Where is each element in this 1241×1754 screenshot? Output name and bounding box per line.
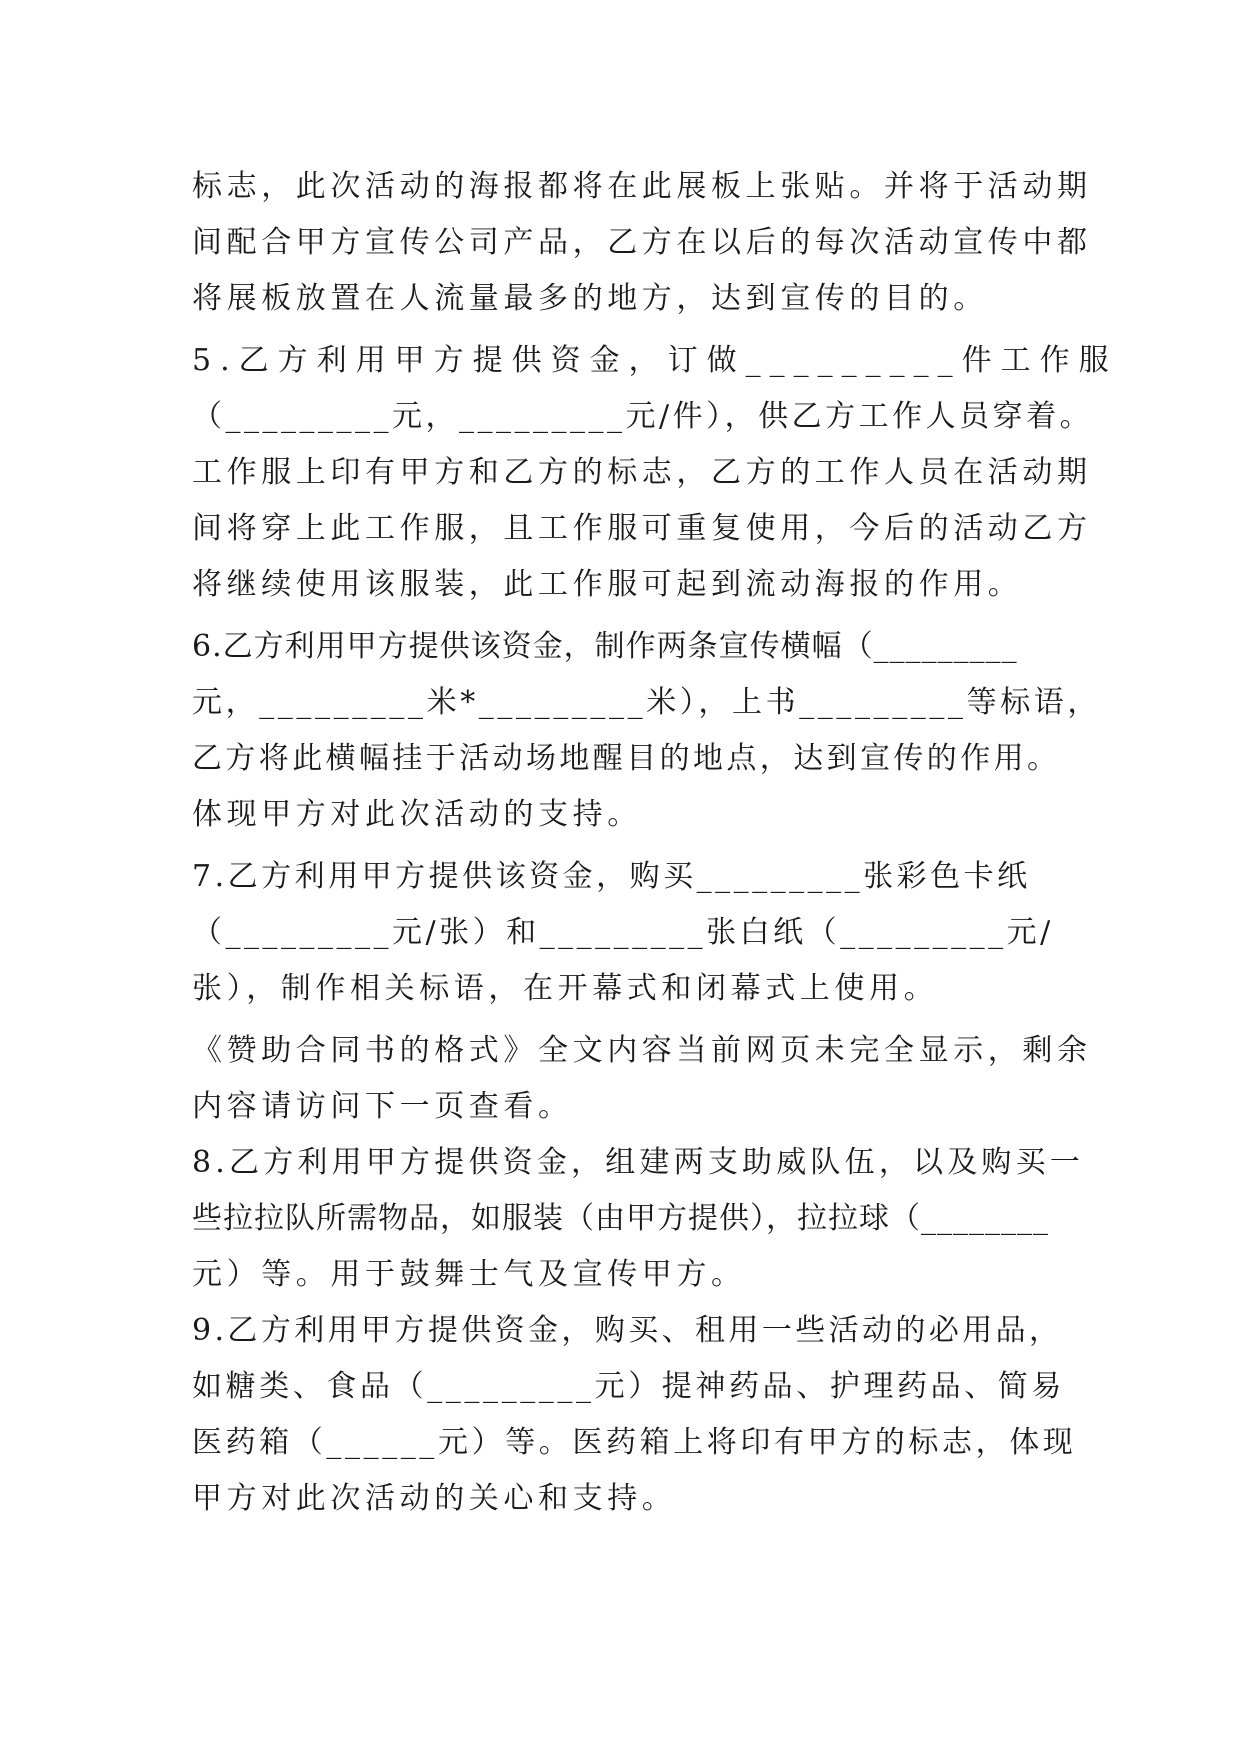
clause-5-line: 5.乙方利用甲方提供资金，订做_________件工作服 [192,343,1118,378]
text-line: 如糖类、食品（_________元）提神药品、护理药品、简易 [192,1369,1065,1404]
clause-9-line: 9.乙方利用甲方提供资金，购买、租用一些活动的必用品， [192,1313,1063,1348]
text-line: 乙方将此横幅挂于活动场地醒目的地点，达到宣传的作用。 [192,741,1061,776]
text-line: 工作服上印有甲方和乙方的标志，乙方的工作人员在活动期 [192,455,1092,490]
text-line: 些拉拉队所需物品，如服装（由甲方提供），拉拉球（________ [192,1201,1049,1236]
text-line: 元，_________米*_________米），上书_________等标语， [192,685,1101,720]
text-line: 间将穿上此工作服，且工作服可重复使用，今后的活动乙方 [192,511,1092,546]
text-line: （_________元/张）和_________张白纸（_________元/ [192,915,1054,950]
text-line: 标志，此次活动的海报都将在此展板上张贴。并将于活动期 [192,169,1092,204]
text-line: （_________元，_________元/件），供乙方工作人员穿着。 [192,399,1094,434]
clause-6-line: 6.乙方利用甲方提供该资金，制作两条宣传横幅（_________ [192,629,1018,664]
continuation-notice: 内容请访问下一页查看。 [192,1089,573,1124]
text-line: 医药箱（______元）等。医药箱上将印有甲方的标志，体现 [192,1425,1077,1460]
clause-7-line: 7.乙方利用甲方提供该资金，购买_________张彩色卡纸 [192,859,1031,894]
text-line: 甲方对此次活动的关心和支持。 [192,1481,677,1516]
text-line: 元）等。用于鼓舞士气及宣传甲方。 [192,1257,746,1292]
text-line: 将展板放置在人流量最多的地方，达到宣传的目的。 [192,281,988,316]
clause-8-line: 8.乙方利用甲方提供资金，组建两支助威队伍，以及购买一 [192,1145,1085,1180]
text-line: 体现甲方对此次活动的支持。 [192,797,642,832]
continuation-notice: 《赞助合同书的格式》全文内容当前网页未完全显示，剩余 [192,1033,1092,1068]
text-line: 间配合甲方宣传公司产品，乙方在以后的每次活动宣传中都 [192,225,1092,260]
text-line: 张），制作相关标语，在开幕式和闭幕式上使用。 [192,971,939,1006]
text-line: 将继续使用该服装，此工作服可起到流动海报的作用。 [192,567,1023,602]
